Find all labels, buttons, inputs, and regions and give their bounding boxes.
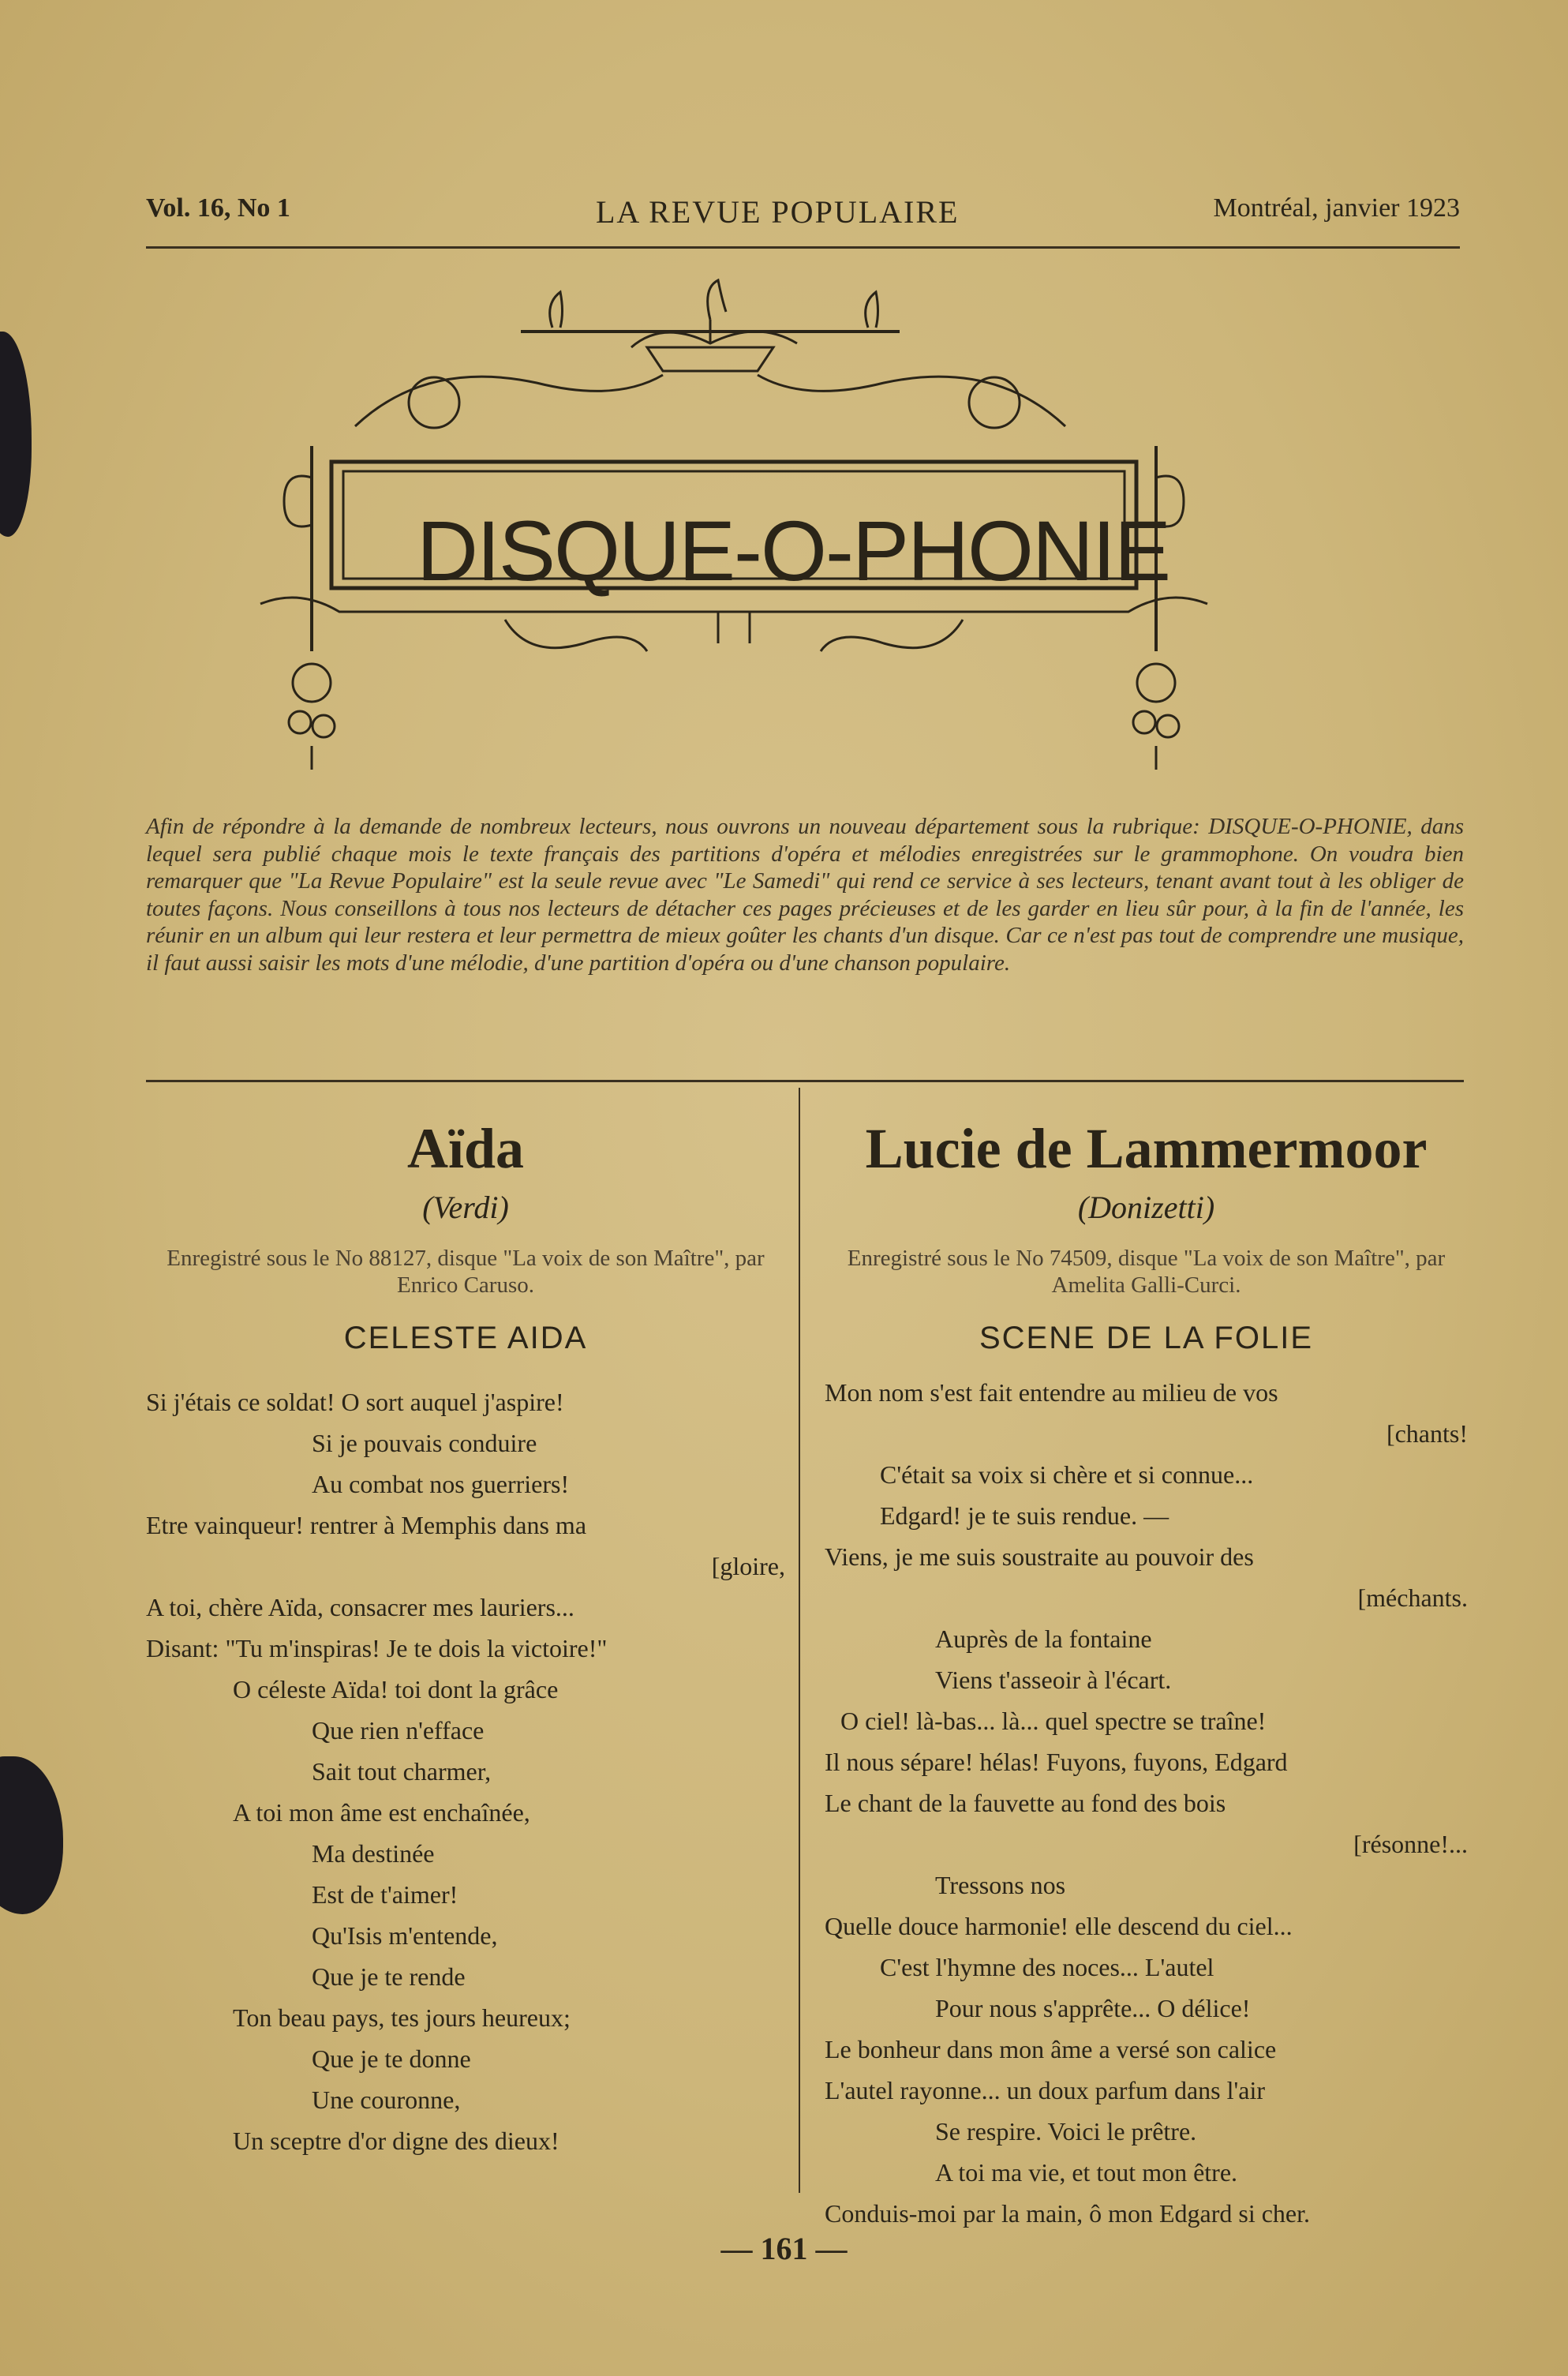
lyric-line: C'était sa voix si chère et si connue...: [880, 1460, 1254, 1489]
lyric-line: Une couronne,: [312, 2086, 461, 2114]
lyric-line: Viens, je me suis soustraite au pouvoir des: [825, 1542, 1254, 1571]
lyric-line: Se respire. Voici le prêtre.: [935, 2117, 1197, 2146]
lyrics: [146, 1381, 785, 2161]
lyric-line: [résonne!...: [1353, 1830, 1468, 1858]
intro-rule: [146, 1080, 1464, 1082]
lyric-line: Disant: "Tu m'inspiras! Je te dois la victoire!": [146, 1634, 608, 1662]
lyric-line: Un sceptre d'or digne des dieux!: [233, 2127, 559, 2155]
lyric-line: Le bonheur dans mon âme a versé son calice: [825, 2035, 1277, 2063]
lyric-line: [chants!: [1386, 1419, 1468, 1448]
torn-edge-top: [0, 332, 32, 537]
lucie-column: [825, 1113, 1468, 2234]
composer: (Donizetti): [1077, 1190, 1215, 1225]
lyric-line: O céleste Aïda! toi dont la grâce: [233, 1675, 559, 1703]
lyric-line: Que je te donne: [312, 2044, 471, 2073]
lyric-line: Auprès de la fontaine: [935, 1625, 1152, 1653]
publication-name: LA REVUE POPULAIRE: [596, 194, 960, 230]
header-rule: [146, 246, 1460, 249]
composer: (Verdi): [422, 1190, 509, 1225]
lyric-line: L'autel rayonne... un doux parfum dans l'air: [825, 2076, 1266, 2104]
aida-column: [146, 1113, 785, 2161]
lyric-line: [gloire,: [711, 1552, 785, 1580]
song-title: Lucie de Lammermoor: [865, 1117, 1428, 1180]
lyric-line: Pour nous s'apprête... O délice!: [935, 1994, 1251, 2022]
lyric-line: A toi ma vie, et tout mon être.: [935, 2158, 1238, 2187]
song-title: Aïda: [406, 1117, 525, 1180]
lyric-line: Sait tout charmer,: [312, 1757, 492, 1786]
lyric-line: Le chant de la fauvette au fond des bois: [825, 1789, 1226, 1817]
running-header: [146, 193, 1460, 241]
lyric-line: Ma destinée: [312, 1839, 435, 1868]
lyric-line: Il nous sépare! hélas! Fuyons, fuyons, Edgard: [825, 1748, 1288, 1776]
lyric-line: Est de t'aimer!: [312, 1880, 458, 1909]
lyric-line: Que rien n'efface: [312, 1716, 485, 1745]
banner-title: DISQUE-O-PHONIE: [416, 503, 1170, 598]
column-divider: [799, 1088, 800, 2193]
lyric-line: Tressons nos: [935, 1871, 1066, 1899]
aria-title: CELESTE AIDA: [343, 1321, 588, 1355]
lyric-line: A toi, chère Aïda, consacrer mes lauriers...: [146, 1593, 574, 1621]
scene-title: SCENE DE LA FOLIE: [979, 1321, 1314, 1355]
record-info: Enregistré sous le No 74509, disque "La voix de son Maître", par Amelita Galli-Curci.: [847, 1246, 1446, 1298]
lyric-line: O ciel! là-bas... là... quel spectre se traîne!: [840, 1707, 1267, 1735]
issue-date: Montréal, janvier 1923: [1213, 193, 1460, 223]
lyric-line: Ton beau pays, tes jours heureux;: [233, 2003, 571, 2032]
lyric-line: Qu'Isis m'entende,: [312, 1921, 498, 1950]
lyric-line: Mon nom s'est fait entendre au milieu de vos: [825, 1378, 1278, 1407]
lyric-line: A toi mon âme est enchaînée,: [233, 1798, 530, 1827]
torn-edge-bottom: [0, 1756, 63, 1914]
lyrics: [825, 1372, 1468, 2234]
lyric-line: Quelle douce harmonie! elle descend du ciel...: [825, 1912, 1293, 1940]
page-number: — 161 —: [720, 2231, 848, 2266]
lyric-line: Viens t'asseoir à l'écart.: [935, 1666, 1172, 1694]
ornamental-banner: [174, 272, 1413, 778]
intro-paragraph: Afin de répondre à la demande de nombreux lecteurs, nous ouvrons un nouveau département sous la rubrique: DISQUE-O-PHONIE, dans lequel sera publié chaque mois le texte français des partitions d'opéra et mélodies enregistrées sur le grammophone. On voudra bien remarquer que "La Revue Populaire" est la seule revue avec "Le Samedi" qui rend ce service à ses lecteurs, tenant avant tout à les obliger de toutes façons. Nous conseillons à tous nos lecteurs de détacher ces pages précieuses et de les garder en lieu sûr pour, à la fin de l'année, les réunir en un album qui leur restera et leur permettra de mieux goûter les chants d'un disque. Car ce n'est pas tout de comprendre une musique, il faut aussi saisir les mots d'une mélodie, d'une partition d'opéra ou d'une chanson populaire.: [146, 814, 1464, 976]
lyric-line: Si je pouvais conduire: [312, 1429, 537, 1457]
lyric-line: Que je te rende: [312, 1962, 466, 1991]
lyric-line: Au combat nos guerriers!: [312, 1470, 570, 1498]
lyric-line: Si j'étais ce soldat! O sort auquel j'aspire!: [146, 1388, 564, 1416]
record-info: Enregistré sous le No 88127, disque "La voix de son Maître", par Enrico Caruso.: [167, 1246, 765, 1298]
lyric-line: Conduis-moi par la main, ô mon Edgard si cher.: [825, 2199, 1310, 2228]
lyric-line: Edgard! je te suis rendue. —: [880, 1501, 1169, 1530]
lyric-line: Etre vainqueur! rentrer à Memphis dans ma: [146, 1511, 587, 1539]
lyric-line: C'est l'hymne des noces... L'autel: [880, 1953, 1214, 1981]
volume-number: Vol. 16, No 1: [146, 193, 290, 223]
lyric-line: [méchants.: [1357, 1583, 1468, 1612]
